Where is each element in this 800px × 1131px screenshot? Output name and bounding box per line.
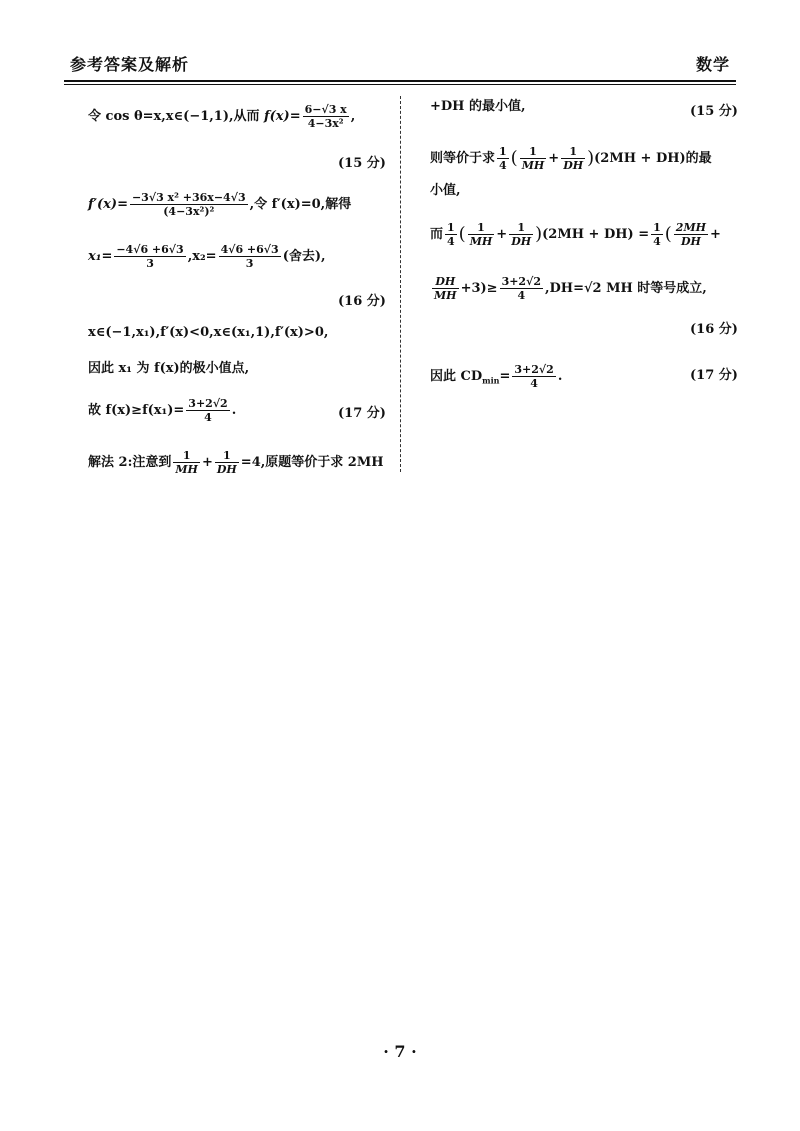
score-15-left: (15 分) <box>338 156 386 171</box>
denominator: MH <box>434 289 457 302</box>
fraction <box>114 244 185 269</box>
fraction <box>509 222 533 247</box>
header-subject: 数学 <box>695 55 730 74</box>
numerator: 4√6 +6√3 <box>220 243 279 256</box>
right-line-4-prefix: 而 <box>430 227 444 242</box>
fraction <box>520 146 547 171</box>
denominator: MH <box>175 463 198 476</box>
right-line-5-mid: +3)≥ <box>460 281 498 296</box>
numerator: 3+2√2 <box>514 363 554 376</box>
left-line-7-suffix: =4,原题等价于求 2MH <box>240 455 384 470</box>
numerator: 1 <box>520 146 547 159</box>
right-line-2-prefix: 则等价于求 <box>430 151 496 166</box>
right-line-6-suffix: . <box>557 369 563 384</box>
denominator: DH <box>216 463 237 476</box>
denominator: 4 <box>499 159 507 172</box>
numerator: DH <box>432 276 459 289</box>
column-divider <box>400 96 401 472</box>
left-line-1-fx: f(x)= <box>264 109 301 124</box>
numerator: −3√3 x² +36x−4√3 <box>131 191 246 204</box>
close-paren: ) <box>587 147 595 169</box>
score-16-left: (16 分) <box>338 294 386 309</box>
left-line-3 <box>88 244 326 269</box>
open-paren: ( <box>510 147 518 169</box>
fraction <box>651 222 663 247</box>
denominator: 4 <box>653 235 661 248</box>
fraction <box>130 192 248 217</box>
numerator: 1 <box>215 450 239 463</box>
denominator: 3 <box>146 257 154 270</box>
numerator: 3+2√2 <box>188 397 228 410</box>
right-line-5 <box>430 276 707 301</box>
plus-sign: + <box>496 227 508 242</box>
fraction <box>512 364 555 389</box>
fraction <box>186 398 229 423</box>
fraction <box>215 450 239 475</box>
fraction <box>432 276 459 301</box>
left-line-7-prefix: 解法 2:注意到 <box>88 455 172 470</box>
fraction <box>497 146 509 171</box>
numerator: 1 <box>173 450 200 463</box>
left-line-7 <box>88 450 384 475</box>
fraction <box>303 104 349 129</box>
equals-sign: = <box>499 369 511 384</box>
denominator: 4−3x² <box>307 117 344 130</box>
numerator: 1 <box>468 222 495 235</box>
denominator: MH <box>521 159 545 172</box>
denominator: 4 <box>517 289 526 302</box>
denominator: DH <box>680 235 701 248</box>
fraction <box>173 450 200 475</box>
denominator: MH <box>469 235 493 248</box>
denominator: 4 <box>204 411 212 424</box>
score-17-right: (17 分) <box>690 368 738 383</box>
right-line-3: 小值, <box>430 183 461 198</box>
left-line-3-suffix: (舍去), <box>282 249 326 264</box>
open-paren: ( <box>664 223 672 245</box>
numerator: 2MH <box>675 221 707 234</box>
numerator: −4√6 +6√3 <box>116 243 184 256</box>
numerator: 3+2√2 <box>501 275 541 288</box>
plus-sign: + <box>548 151 560 166</box>
score-17-left: (17 分) <box>338 406 386 421</box>
fraction <box>445 222 457 247</box>
numerator: 6−√3 x <box>304 103 347 116</box>
right-line-4-mid: (2MH + DH) = <box>542 227 650 242</box>
right-line-6-prefix: 因此 CD <box>430 369 483 384</box>
denominator: DH <box>563 159 584 172</box>
denominator: (4−3x²)² <box>163 205 215 218</box>
left-line-6-prefix: 故 f(x)≥f(x₁)= <box>88 403 185 418</box>
right-line-4 <box>430 222 721 247</box>
right-line-6 <box>430 364 562 389</box>
close-paren: ) <box>535 223 543 245</box>
header-left-title: 参考答案及解析 <box>70 55 190 74</box>
score-15-right: (15 分) <box>690 104 738 119</box>
numerator: 1 <box>653 221 661 234</box>
left-line-3-x1: x₁= <box>88 249 113 264</box>
page-number: · 7 · <box>383 1042 417 1061</box>
plus-sign: + <box>201 455 213 470</box>
fraction <box>500 276 543 301</box>
numerator: 1 <box>499 145 507 158</box>
fraction <box>674 222 708 247</box>
left-line-6-suffix: . <box>231 403 237 418</box>
left-line-1-suffix: , <box>350 109 356 124</box>
left-line-2 <box>88 192 351 217</box>
left-line-1-prefix: 令 cos θ=x,x∈(−1,1),从而 <box>88 109 265 124</box>
denominator: 4 <box>530 377 538 390</box>
header-rule <box>64 80 736 82</box>
left-line-4: x∈(−1,x₁),f′(x)<0,x∈(x₁,1),f′(x)>0, <box>88 325 329 340</box>
score-16-right: (16 分) <box>690 322 738 337</box>
left-line-2-fprime: f′(x)= <box>88 197 128 212</box>
open-paren: ( <box>458 223 466 245</box>
left-line-3-mid: ,x₂= <box>187 249 217 264</box>
right-line-5-suffix: ,DH=√2 MH 时等号成立, <box>544 281 707 296</box>
denominator: 3 <box>245 257 254 270</box>
fraction <box>561 146 585 171</box>
left-line-1 <box>88 104 355 129</box>
header-rule-thin <box>64 84 736 85</box>
numerator: 1 <box>447 221 455 234</box>
subscript: min <box>482 375 500 386</box>
left-line-5: 因此 x₁ 为 f(x)的极小值点, <box>88 361 250 376</box>
denominator: DH <box>511 235 532 248</box>
right-line-2-suffix: (2MH + DH)的最 <box>594 151 712 166</box>
left-line-6 <box>88 398 236 423</box>
numerator: 1 <box>561 146 585 159</box>
denominator: 4 <box>447 235 455 248</box>
fraction <box>219 244 281 269</box>
left-line-2-suffix: ,令 f′(x)=0,解得 <box>249 197 352 212</box>
numerator: 1 <box>509 222 533 235</box>
right-line-1: +DH 的最小值, <box>430 99 526 114</box>
right-line-2 <box>430 146 712 171</box>
right-line-4-suffix: + <box>710 227 721 242</box>
fraction <box>468 222 495 247</box>
